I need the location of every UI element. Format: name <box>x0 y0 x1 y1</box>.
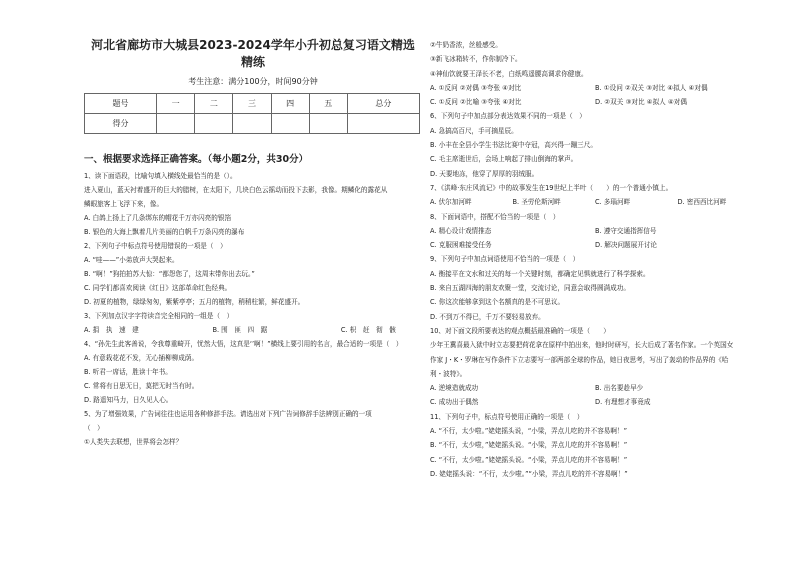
score-blank[interactable] <box>233 114 271 134</box>
q7-option: D. 密西西比河畔 <box>677 198 727 207</box>
q10-option: C. 成功出于偶然 <box>430 398 479 407</box>
question-line: 作家 J・K・罗琳在写作条件下立志要写一部两部全球的作品，她日夜思考，写出了轰动的作品界的《哈 <box>430 355 729 364</box>
question-line: C. 常将有日思无日，莫把无时当有时。 <box>84 382 199 390</box>
question-line: C. 毛主席逝世后，会场上响起了排山倒海的掌声。 <box>430 155 578 164</box>
score-cell: 三 <box>233 94 271 114</box>
q11-option: B. “不行，太少啦，”姥姥摇头说。“小梁，弄点儿吃的并不容易啊！” <box>430 441 628 450</box>
question-line: A. “哇——”小弟放声大哭起来。 <box>84 256 179 264</box>
q5-options <box>430 95 760 109</box>
q10-option: B. 出名要趁早少 <box>595 384 644 393</box>
left-column <box>84 0 422 449</box>
q5-option: A. ①反问 ②对偶 ③夸张 ④对比 <box>430 83 522 92</box>
score-blank[interactable] <box>157 114 195 134</box>
question-line: 1、读下面语段，比喻句填入横线处最恰当的是（）。 <box>84 172 237 180</box>
score-blank[interactable] <box>195 114 233 134</box>
question-line: B. 来自五湖四海的朋友欢聚一堂，交流讨论，同意会取得圆满成功。 <box>430 284 630 293</box>
q10-option: D. 有理想才事竟成 <box>595 398 651 407</box>
question-line: 10、对下面文段所要表达的观点概括最准确的一项是（ ） <box>430 326 610 335</box>
question-line: 少年王冀喜最入狱中时立志要把荷花拿在原样中拍出来，他时时研写，长大后成了著名作家。一个英国女 <box>430 341 734 350</box>
q8-options <box>430 224 760 238</box>
q10-options <box>430 395 760 409</box>
q5-option: C. ①反问 ②比喻 ③夸张 ④对比 <box>430 98 522 107</box>
right-column <box>430 38 760 481</box>
q3-options <box>84 323 422 337</box>
score-cell: 五 <box>309 94 347 114</box>
q11-option: A. “不行，太少啦。”姥姥摇头说，“小梁，弄点儿吃的并不容易啊！” <box>430 427 627 436</box>
question-line: C. 同学们都喜欢阅读《红日》这部革命红色经典。 <box>84 284 232 292</box>
question-line: ①人类失去联想，世界将会怎样？ <box>84 438 183 446</box>
score-value-row <box>85 114 420 134</box>
q11-option: D. 姥姥摇头说：“不行，太少啦。”“小梁，弄点儿吃的并不容易啊！” <box>430 469 628 478</box>
question-line: B. 银色的大海上飘着几片美丽的白帆千万条闪亮的瀑布 <box>84 228 245 236</box>
question-line: D. 路遥知马力，日久见人心。 <box>84 396 173 404</box>
q8-option: D. 解决问题展开讨论 <box>595 241 658 250</box>
question-line: ③新飞冰箱转不，作你制冷下。 <box>430 55 522 64</box>
q3-option: B. 围 匪 四 踞 <box>212 326 268 334</box>
question-line: 7、《洪峰·东庄风流记》中的故事发生在19世纪上半叶（ ）的一个普通小镇上。 <box>430 183 673 192</box>
q5-option: D. ②双关 ③对比 ④拟人 ④对偶 <box>595 98 687 107</box>
question-line: B. 小丰在全县小学生书法比赛中夺冠，高兴得一蹦三尺。 <box>430 141 597 150</box>
score-blank[interactable] <box>347 114 419 134</box>
q3-option: C. 枳 赶 彻 骸 <box>340 326 396 334</box>
q7-options <box>430 195 760 209</box>
score-cell: 四 <box>271 94 309 114</box>
section-heading: 一、根据要求选择正确答案。（每小题2分，共30分） <box>84 154 309 165</box>
q8-options <box>430 238 760 252</box>
question-line: D. 天要地冻，他穿了厚厚的羽绒服。 <box>430 169 539 178</box>
question-line: 6、下列句子中加点部分表达效果不同的一项是（ ） <box>430 112 586 121</box>
q7-option: A. 伏尔加河畔 <box>430 198 472 207</box>
q5-options <box>430 81 760 95</box>
question-line: A. 白鸽上扬上了几条绑东的帽花千万亦闪亮的银箔 <box>84 214 232 222</box>
question-line: （ ） <box>84 424 104 432</box>
score-label: 得分 <box>85 114 157 134</box>
question-line: 2、下列句子中标点符号使用错误的一项是（ ） <box>84 242 227 250</box>
question-line: ④神仙饮就要王泽长不老，白纸鸣遥腰高调求你健康。 <box>430 69 588 78</box>
question-line: 3、下列加点汉字字符读音完全相同的一组是（ ） <box>84 312 234 320</box>
score-cell: 二 <box>195 94 233 114</box>
question-line: A. 有意栽花花不发，无心插柳柳成荫。 <box>84 354 199 362</box>
question-line: 鳞眼旅客上飞浮下来，像。 <box>84 200 164 208</box>
q8-option: A. 精心设计戏情推态 <box>430 226 492 235</box>
question-line: B. 听君一席话，胜读十年书。 <box>84 368 172 376</box>
question-line: 11、下列句子中，标点符号使用正确的一项是（ ） <box>430 412 584 421</box>
score-blank[interactable] <box>271 114 309 134</box>
question-line: D. 初夏的植物，绿绿匆匆，紫紫亭亭；五月的植物，稍稍柱繁，鲜花盛开。 <box>84 298 305 306</box>
question-line: 利・波特》。 <box>430 369 467 378</box>
q7-option: B. 圣劳伦斯河畔 <box>512 198 561 207</box>
q10-option: A. 逆境造就成功 <box>430 384 479 393</box>
title-line-2: 精练 <box>240 55 265 69</box>
question-line: 8、下面词语中，搭配不恰当的一项是（ ） <box>430 212 560 221</box>
question-line: 进入夏山，蓝天衬着盛开的巨大的腊树，在太阳下，几块白色云摇动而投下去影，我像。期鳞化的露花从 <box>84 186 388 194</box>
question-line: 4、“孙先生此客善说，令我尊重畸开，忧然大悟，这真是‘’啊！”横线上要引用的名言，最合适的一项是（ ） <box>84 340 403 348</box>
q5-option: B. ①设问 ②双关 ③对比 ④拟人 ④对偶 <box>595 83 708 92</box>
score-header-row <box>85 94 420 114</box>
page-title <box>84 37 422 71</box>
score-cell: 题号 <box>85 94 157 114</box>
q7-option: C. 多瑙河畔 <box>595 198 631 207</box>
q8-option: B. 遵守交通指挥信号 <box>595 226 657 235</box>
question-line: B. “啊！”狗拍拍苏大惊：“都怨您了，这周末带你出去玩。” <box>84 270 255 278</box>
q11-option: C. “不行，太少啦。”姥姥摇头说。“小梁，弄点儿吃的并不容易啊！” <box>430 455 628 464</box>
left-questions <box>84 169 422 449</box>
q10-options <box>430 381 760 395</box>
question-line: C. 你这次能够拿到这个名额真的是不可思议。 <box>430 298 565 307</box>
q8-option: C. 克服困难接受任务 <box>430 241 492 250</box>
question-line: D. 不到万不得已，千万不要轻易放弃。 <box>430 312 545 321</box>
question-line: A. 急搞高百尺，手可摘星辰。 <box>430 126 518 135</box>
title-line-1: 河北省廊坊市大城县2023-2024学年小升初总复习语文精选 <box>91 38 415 52</box>
question-line: 9、下列句子中加点词语使用不恰当的一项是（ ） <box>430 255 580 264</box>
score-cell: 总分 <box>347 94 419 114</box>
question-line: 5、为了增强效果，广告词往往也运用各种修辞手法。请选出对下列广告词修辞手法辨别正确的一项 <box>84 410 372 418</box>
score-blank[interactable] <box>309 114 347 134</box>
q3-option: A. 捐 执 速 建 <box>84 326 139 334</box>
score-table <box>84 93 420 134</box>
exam-note: 考生注意：满分100分，时间90分钟 <box>188 77 318 86</box>
question-line: A. 衡接平在文水和过关的每一个关键时刻，都确定见惧就进行了科学探索。 <box>430 269 650 278</box>
score-cell: 一 <box>157 94 195 114</box>
question-line: ②牛奶香浓，丝般感受。 <box>430 41 502 49</box>
